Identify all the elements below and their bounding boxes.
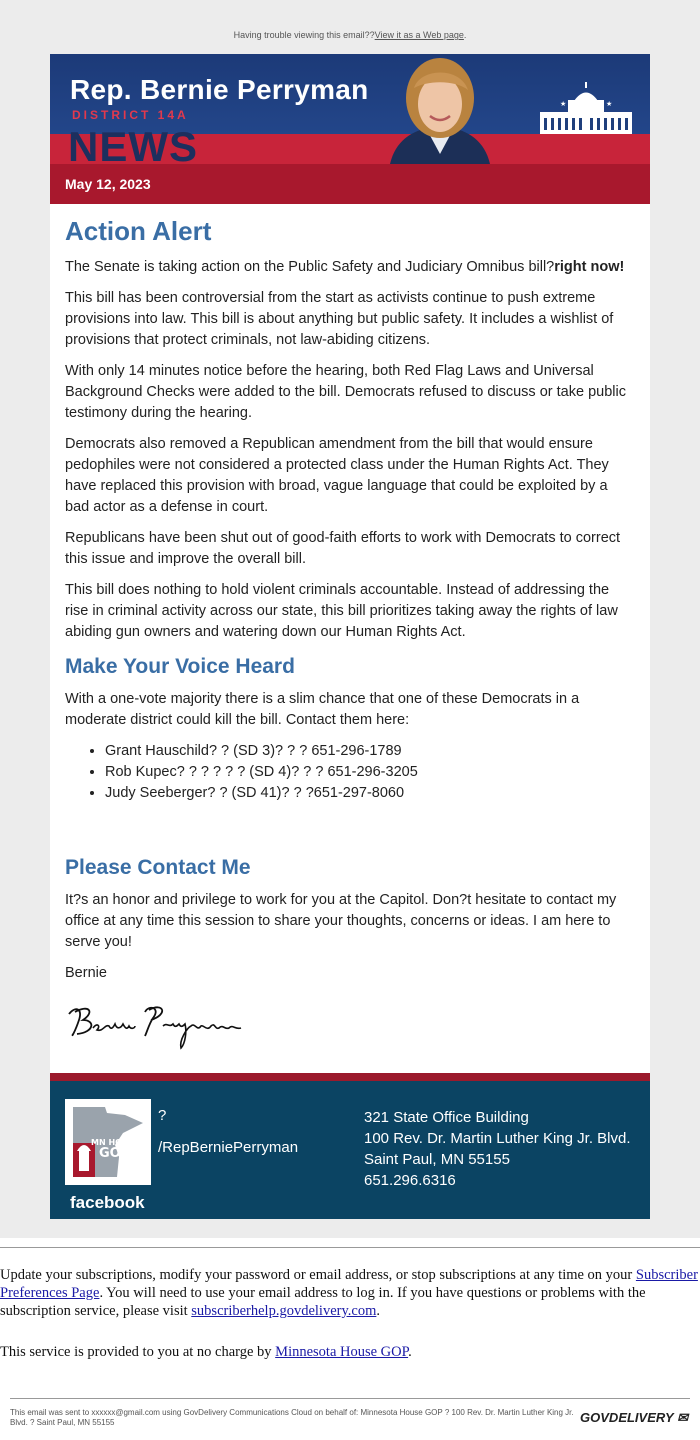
trouble-viewing-line: [0, 30, 700, 40]
divider: [0, 1247, 700, 1248]
office-phone: 651.296.6316: [364, 1172, 456, 1189]
newsletter-banner: [50, 54, 650, 204]
facebook-label[interactable]: facebook: [70, 1193, 145, 1212]
newsletter-body: [50, 204, 650, 1073]
minnesota-house-gop-link[interactable]: Minnesota House GOP: [275, 1344, 409, 1360]
subscription-text-3: .: [376, 1303, 380, 1319]
action-alert-heading: Action Alert: [65, 216, 212, 246]
trouble-end: .: [463, 30, 467, 40]
address-line: 321 State Office Building: [364, 1109, 529, 1126]
subscription-text-2: . You will need to use your email address to log in. If you have questions or problems with the subscription service, please visit: [0, 1285, 646, 1319]
address-line: 100 Rev. Dr. Martin Luther King Jr. Blvd.: [364, 1130, 631, 1147]
make-your-voice-heard-heading: Make Your Voice Heard: [65, 655, 295, 678]
paragraph-2: This bill has been controversial from the start as activists continue to push extreme provisions into law. This bill is about anything but public safety. It includes a wishlist of provisions that protect criminals, not law-abiding citizens.: [65, 290, 614, 348]
capitol-building-icon: [540, 82, 632, 134]
mn-house-gop-logo[interactable]: [65, 1099, 151, 1185]
list-item: • Judy Seeberger? ? (SD 41)? ? ?651-297-8060: [105, 783, 635, 804]
paragraph-5: Republicans have been shut out of good-faith efforts to work with Democrats to correct this issue and improve the overall bill.: [65, 530, 621, 567]
district-label: DISTRICT 14A: [72, 108, 189, 122]
office-address: [364, 1107, 631, 1191]
envelope-icon: ✉: [677, 1410, 688, 1425]
list-item: • Rob Kupec? ? ? ? ? ? (SD 4)? ? ? 651-296-3205: [105, 762, 635, 783]
please-contact-me-heading: Please Contact Me: [65, 856, 251, 879]
news-label: NEWS: [68, 123, 198, 170]
facebook-placeholder: ?: [158, 1107, 167, 1124]
portrait-photo: [382, 54, 498, 164]
newsletter-footer: [50, 1081, 650, 1219]
subscriber-help-link[interactable]: subscriberhelp.govdelivery.com: [191, 1303, 377, 1319]
service-end: .: [408, 1344, 412, 1360]
subscription-section: [0, 1238, 700, 1427]
paragraph-1: [65, 257, 635, 278]
representative-name: Rep. Bernie Perryman: [70, 74, 369, 105]
footer-rule: [50, 1073, 650, 1081]
service-text: This service is provided to you at no charge by: [0, 1344, 276, 1360]
logo-text-top: MN HOUSE: [91, 1138, 140, 1147]
facebook-handle[interactable]: /RepBerniePerryman: [158, 1139, 299, 1156]
legal-notice: This email was sent to xxxxxx@gmail.com using GovDelivery Communications Cloud on behalf of: Minnesota House GOP ? 100 Rev. Dr. Martin Luther King Jr. Blvd. ? Saint Paul, MN 55155: [10, 1408, 574, 1427]
signoff-name: Bernie: [65, 965, 107, 981]
voice-intro: With a one-vote majority there is a slim chance that one of these Democrats in a moderate district could kill the bill. Contact them here:: [65, 691, 580, 728]
subscription-paragraph: [0, 1266, 700, 1320]
govdelivery-logo[interactable]: [580, 1410, 688, 1426]
divider: [10, 1398, 690, 1399]
address-line: Saint Paul, MN 55155: [364, 1151, 510, 1168]
subscription-text-1: Update your subscriptions, modify your password or email address, or stop subscriptions at any time on your: [0, 1267, 636, 1283]
contact-paragraph: It?s an honor and privilege to work for you at the Capitol. Don?t hesitate to contact my office at any time this session to share your thoughts, concerns or ideas. I am here to serve you!: [65, 892, 617, 950]
handwritten-signature: [65, 998, 245, 1054]
email-card: [50, 54, 650, 1219]
paragraph-6: This bill does nothing to hold violent criminals accountable. Instead of addressing the rise in criminal activity across our state, this bill prioritizes taking away the rights of law abiding gun owners and watering down our Human Rights Act.: [65, 582, 618, 640]
view-web-page-link[interactable]: View it as a Web page: [374, 30, 464, 40]
paragraph-1-text: The Senate is taking action on the Public Safety and Judiciary Omnibus bill?: [65, 259, 555, 275]
list-item: • Grant Hauschild? ? (SD 3)? ? ? 651-296-1789: [105, 741, 635, 762]
trouble-text: Having trouble viewing this email??: [233, 30, 375, 40]
service-paragraph: [0, 1342, 700, 1363]
subscriber-preferences-link[interactable]: Subscriber Preferences Page: [0, 1267, 698, 1301]
minnesota-map-icon: [65, 1099, 151, 1185]
senator-contact-list: [65, 741, 635, 804]
newsletter-date: May 12, 2023: [65, 176, 151, 192]
govdelivery-label: GOVDELIVERY: [580, 1410, 674, 1425]
spacer: [65, 814, 635, 844]
paragraph-4: Democrats also removed a Republican amendment from the bill that would ensure pedophiles were not considered a protected class under the Human Rights Act. They have replaced this provision with broad, vague language that could be exploited by a bad actor as a defense in court.: [65, 436, 609, 515]
paragraph-1-bold: right now!: [554, 259, 625, 275]
paragraph-3: With only 14 minutes notice before the hearing, both Red Flag Laws and Universal Background Checks were added to the bill. Democrats refused to discuss or take public testimony during the hearing.: [65, 363, 626, 421]
svg-text:★: ★: [606, 100, 613, 108]
svg-text:★: ★: [560, 100, 567, 108]
logo-text-gop: GOP: [99, 1146, 131, 1161]
